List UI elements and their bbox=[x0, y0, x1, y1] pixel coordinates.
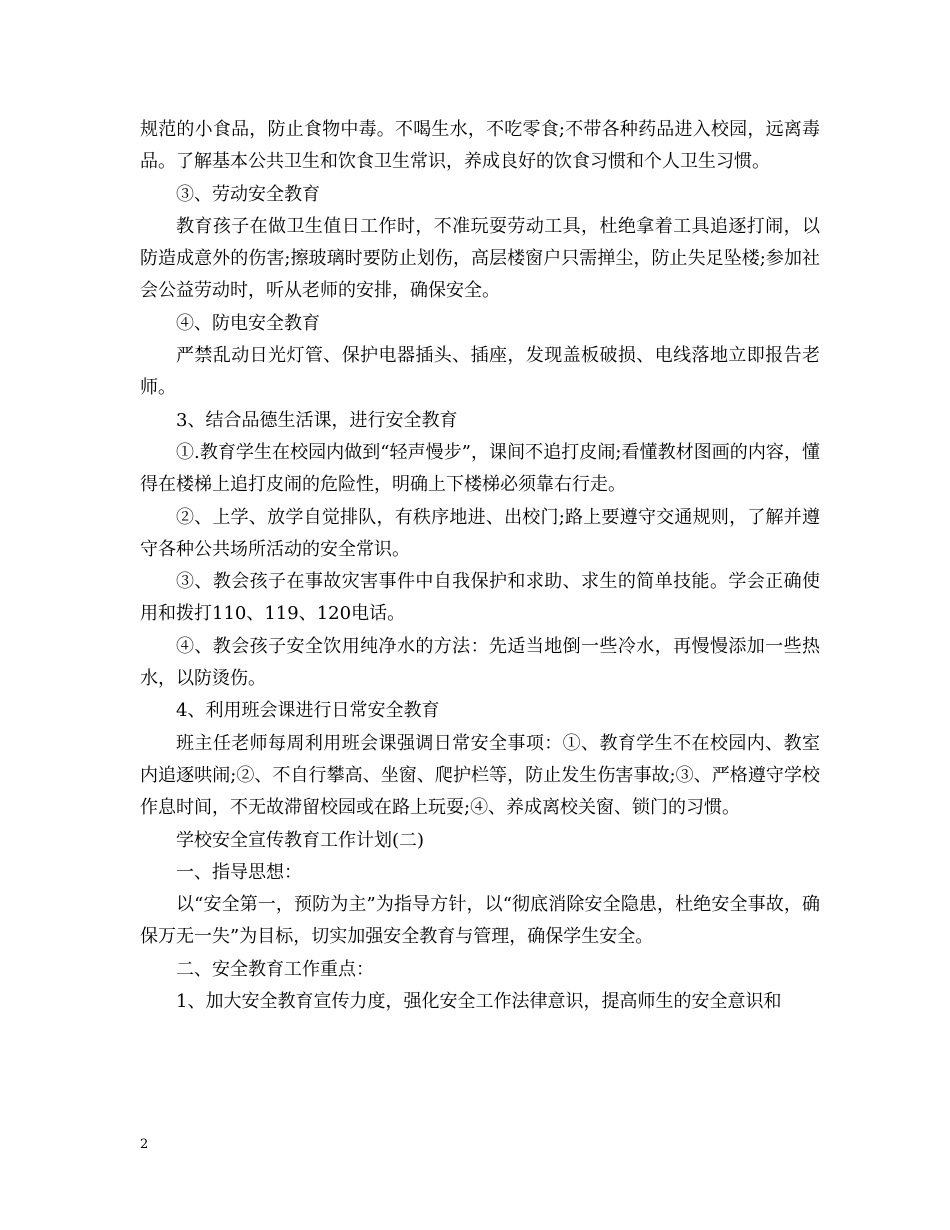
paragraph-queue-traffic: ②、上学、放学自觉排队，有秩序地进、出校门;路上要遵守交通规则，了解并遵守各种公共场所活动的安全常识。 bbox=[140, 506, 820, 560]
paragraph-food-safety-continued: 规范的小食品，防止食物中毒。不喝生水，不吃零食;不带各种药品进入校园，远离毒品。了解基本公共卫生和饮食卫生常识，养成良好的饮食习惯和个人卫生习惯。 bbox=[140, 119, 820, 173]
paragraph-work-focus-1: 1、加大安全教育宣传力度，强化安全工作法律意识，提高师生的安全意识和 bbox=[176, 991, 782, 1013]
heading-guiding-thought: 一、指导思想： bbox=[176, 861, 302, 883]
paragraph-class-meeting: 班主任老师每周利用班会课强调日常安全事项：①、教育学生不在校园内、教室内追逐哄闹;②、不自行攀高、坐窗、爬护栏等，防止发生伤害事故;③、严格遵守学校作息时间，不无故滞留校园或在路上玩耍;④、养成离校关窗、锁门的习惯。 bbox=[140, 732, 820, 819]
heading-labor-safety: ③、劳动安全教育 bbox=[176, 183, 320, 205]
heading-electric-safety: ④、防电安全教育 bbox=[176, 312, 320, 334]
heading-work-focus: 二、安全教育工作重点： bbox=[176, 958, 374, 980]
section-title-plan-two: 学校安全宣传教育工作计划(二) bbox=[176, 829, 425, 851]
paragraph-labor-safety: 教育孩子在做卫生值日工作时，不准玩耍劳动工具，杜绝拿着工具追逐打闹，以防造成意外的伤害;擦玻璃时要防止划伤，高层楼窗户只需掸尘，防止失足坠楼;参加社会公益劳动时，听从老师的安排，确保安全。 bbox=[140, 215, 820, 302]
paragraph-self-protection: ③、教会孩子在事故灾害事件中自我保护和求助、求生的简单技能。学会正确使用和拨打110、119、120电话。 bbox=[140, 571, 820, 625]
paragraph-drinking-water: ④、教会孩子安全饮用纯净水的方法：先适当地倒一些冷水，再慢慢添加一些热水，以防烫伤。 bbox=[140, 635, 820, 690]
heading-class-meeting: 4、利用班会课进行日常安全教育 bbox=[176, 700, 440, 722]
paragraph-guiding-thought: 以“安全第一，预防为主”为指导方针，以“彻底消除安全隐患，杜绝安全事故，确保万无一失”为目标，切实加强安全教育与管理，确保学生安全。 bbox=[140, 894, 820, 948]
document-body bbox=[140, 114, 820, 1018]
page-number: 2 bbox=[140, 1137, 149, 1152]
heading-moral-life-class: 3、结合品德生活课，进行安全教育 bbox=[176, 409, 458, 431]
paragraph-electric-safety: 严禁乱动日光灯管、保护电器插头、插座，发现盖板破损、电线落地立即报告老师。 bbox=[140, 345, 820, 399]
paragraph-campus-walking: ①.教育学生在校园内做到“轻声慢步”，课间不追打皮闹;看懂教材图画的内容，懂得在楼梯上追打皮闹的危险性，明确上下楼梯必须靠右行走。 bbox=[140, 441, 820, 496]
